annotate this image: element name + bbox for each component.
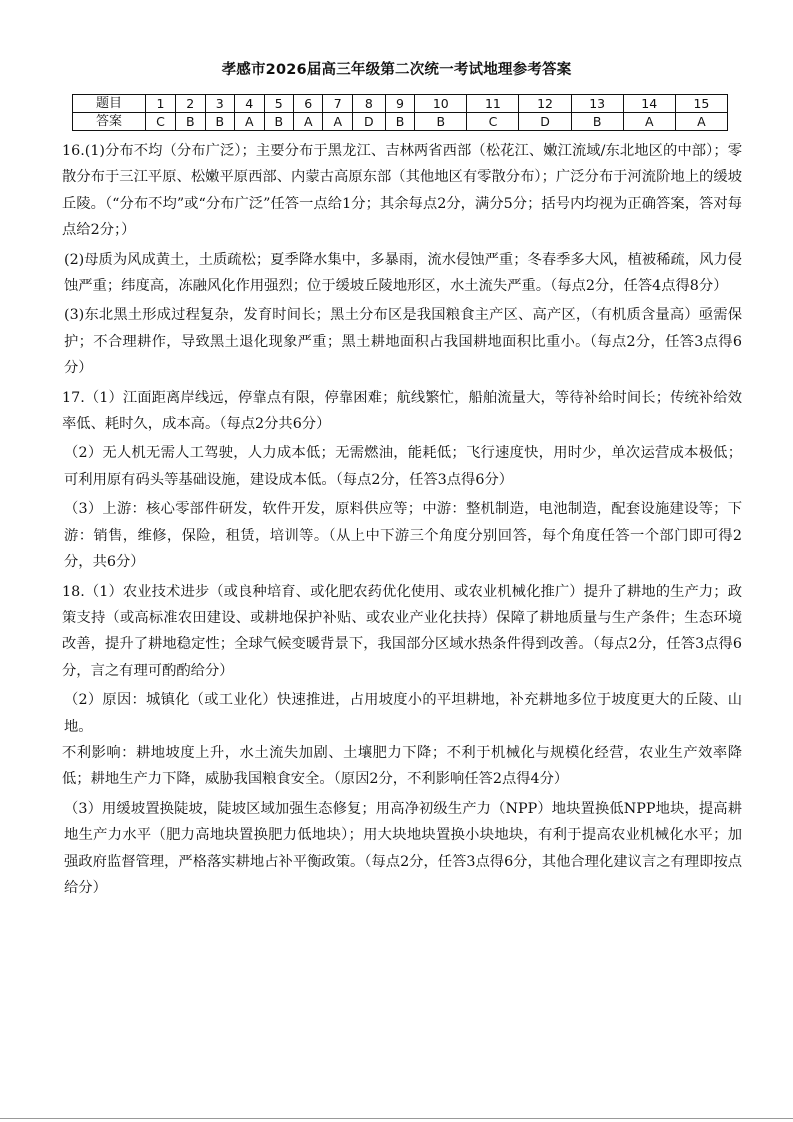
q16-part3: (3)东北黑土形成过程复杂，发育时间长；黑土分布区是我国粮食主产区、高产区，（有机质含量高）亟需保护；不合理耕作，导致黑土退化现象严重；黑土耕地面积占我国耕地面积比重小。（每点2分，任答3点得6分） [64,307,742,377]
question-number: 11 [467,95,519,113]
q16-part2: (2)母质为风成黄土，土质疏松；夏季降水集中，多暴雨，流水侵蚀严重；冬春季多大风，植被稀疏，风力侵蚀严重；纬度高，冻融风化作用强烈；位于缓坡丘陵地形区，水土流失严重。（每点2分，任答4点得8分） [64,251,742,295]
q18-part1: 18.（1）农业技术进步（或良种培育、或化肥农药优化使用、或农业机械化推广）提升了耕地的生产力；政策支持（或高标准农田建设、或耕地保护补贴、或农业产业化扶持）保障了耕地质量与生产条件；生态环境改善，提升了耕地稳定性；全球气候变暖背景下，我国部分区域水热条件得到改善。（每点2分，任答3点得6分，言之有理可酌酌给分） [62,583,742,679]
answer-cell: B [571,113,623,131]
question-number: 6 [294,95,323,113]
q16-part1: 16.(1)分布不均（分布广泛）；主要分布于黑龙江、吉林两省西部（松花江、嫩江流域/东北地区的中部）；零散分布于三江平原、松嫩平原西部、内蒙古高原东部（其他地区有零散分布）；广泛分布于河流阶地上的缓坡丘陵。（“分布不均”或“分布广泛”任答一点给1分；其余每点2分，满分5分；括号内均视为正确答案，答对每点给2分；） [62,143,742,239]
answer-cell: A [623,113,675,131]
answer-cell: B [264,113,294,131]
answer-cell: C [146,113,176,131]
answer-body [62,138,742,904]
question-row-header: 题目 [73,95,146,113]
answer-cell: D [352,113,385,131]
question-number: 12 [519,95,571,113]
answer-cell: B [176,113,206,131]
q17-part3: （3）上游：核心零部件研发，软件开发，原料供应等；中游：整机制造，电池制造，配套设施建设等；下游：销售，维修，保险，租赁，培训等。（从上中下游三个角度分别回答，每个角度任答一个部门即可得2分，共6分） [64,501,742,571]
q18-part2-cause: （2）原因：城镇化（或工业化）快速推进，占用坡度小的平坦耕地，补充耕地多位于坡度更大的丘陵、山地。 [64,692,742,735]
page-bottom-divider [0,1118,793,1119]
question-number: 9 [385,95,415,113]
answer-cell: C [467,113,519,131]
q17-part2: （2）无人机无需人工驾驶，人力成本低；无需燃油，能耗低；飞行速度快，用时少，单次运营成本极低；可利用原有码头等基础设施，建设成本低。（每点2分，任答3点得6分） [64,445,742,488]
question-number: 1 [146,95,176,113]
question-number: 3 [205,95,235,113]
question-number: 13 [571,95,623,113]
answer-row [73,113,728,131]
answer-cell: B [205,113,235,131]
answer-cell: A [294,113,323,131]
question-number: 10 [415,95,467,113]
answer-table [72,94,728,131]
question-number: 15 [675,95,727,113]
question-number: 4 [235,95,264,113]
q18-part2-impact: 不利影响：耕地坡度上升，水土流失加剧、土壤肥力下降；不利于机械化与规模化经营，农业生产效率降低；耕地生产力下降，威胁我国粮食安全。（原因2分，不利影响任答2点得4分） [62,744,742,788]
question-number: 2 [176,95,206,113]
answer-cell: A [235,113,264,131]
page-title: 孝感市2026届高三年级第二次统一考试地理参考答案 [221,62,572,78]
question-number: 8 [352,95,385,113]
question-number: 7 [323,95,352,113]
answer-cell: D [519,113,571,131]
answer-cell: B [385,113,415,131]
answer-row-header: 答案 [73,113,146,131]
answer-cell: A [323,113,352,131]
question-row [73,95,728,113]
question-number: 14 [623,95,675,113]
q17-part1: 17.（1）江面距离岸线远，停靠点有限，停靠困难；航线繁忙，船舶流量大，等待补给时间长；传统补给效率低、耗时久，成本高。（每点2分共6分） [62,389,742,433]
question-number: 5 [264,95,294,113]
answer-cell: B [415,113,467,131]
answer-cell: A [675,113,727,131]
q18-part3: （3）用缓坡置换陡坡，陡坡区域加强生态修复；用高净初级生产力（NPP）地块置换低NPP地块，提高耕地生产力水平（肥力高地块置换肥力低地块）；用大块地块置换小块地块，有利于提高农业机械化水平；加强政府监督管理，严格落实耕地占补平衡政策。（每点2分，任答3点得6分，其他合理化建议言之有理即按点给分） [64,800,742,896]
